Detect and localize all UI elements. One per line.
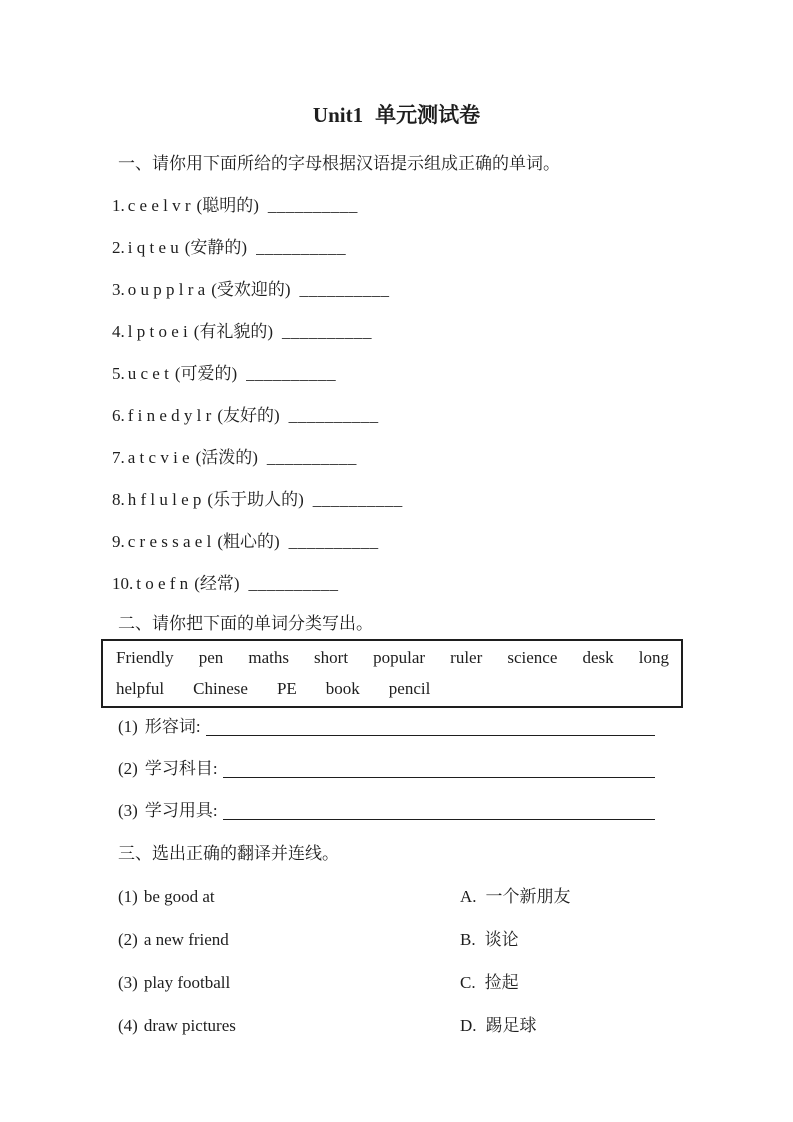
word-item-8 — [112, 490, 793, 509]
word: book — [325, 679, 360, 698]
chinese-hint: (乐于助人的) — [207, 490, 304, 509]
word-item-4 — [112, 322, 793, 341]
word: pen — [198, 648, 224, 667]
word-item-1 — [112, 196, 793, 215]
option-letter: B. — [460, 930, 476, 949]
word: desk — [582, 648, 614, 667]
translation-text: 谈论 — [484, 930, 519, 949]
translation-text: 踢足球 — [485, 1016, 537, 1035]
answer-blank: __________ — [246, 364, 337, 383]
scrambled-letters: u c e t — [127, 364, 169, 383]
option-letter: A. — [460, 887, 477, 906]
word-item-5 — [112, 364, 793, 383]
word: science — [507, 648, 558, 667]
word-item-7 — [112, 448, 793, 467]
phrase-text: play football — [143, 973, 231, 992]
section2-heading: 二、请你把下面的单词分类写出。 — [118, 614, 373, 633]
category-row-subjects — [118, 759, 655, 778]
scrambled-letters: t o e f n — [136, 574, 189, 593]
translation-option — [460, 973, 519, 993]
phrase-text: draw pictures — [143, 1016, 236, 1035]
matching-row-1 — [0, 887, 793, 907]
item-number: 6. — [112, 406, 125, 425]
section1-heading: 一、请你用下面所给的字母根据汉语提示组成正确的单词。 — [118, 154, 560, 173]
matching-row-4 — [0, 1016, 793, 1036]
page-title-zh: 单元测试卷 — [375, 103, 481, 127]
answer-blank: __________ — [288, 532, 379, 551]
section3-heading: 三、选出正确的翻译并连线。 — [118, 844, 339, 863]
pair-number: (4) — [118, 1016, 138, 1035]
word: pencil — [388, 679, 431, 698]
chinese-hint: (可爱的) — [174, 364, 238, 383]
answer-rule-line — [223, 802, 655, 820]
chinese-hint: (粗心的) — [217, 532, 280, 551]
translation-option — [460, 887, 571, 907]
answer-blank: __________ — [256, 238, 347, 257]
page-title-unit: Unit1 — [312, 103, 364, 127]
word-item-2 — [112, 238, 793, 257]
item-number: 5. — [112, 364, 125, 383]
answer-blank: __________ — [267, 196, 358, 215]
word: helpful — [116, 679, 165, 698]
chinese-hint: (活泼的) — [195, 448, 258, 467]
category-row-adjectives — [118, 717, 655, 736]
answer-blank: __________ — [282, 322, 373, 341]
chinese-hint: (友好的) — [217, 406, 280, 425]
matching-row-3 — [0, 973, 793, 993]
scrambled-letters: c r e s s a e l — [127, 532, 212, 551]
word: popular — [373, 648, 426, 667]
translation-option — [460, 930, 519, 950]
scrambled-letters: f i n e d y l r — [127, 406, 212, 425]
item-number: 9. — [112, 532, 125, 551]
scrambled-letters: a t c v i e — [127, 448, 190, 467]
english-phrase — [118, 1016, 460, 1036]
category-label: 学习用具: — [144, 801, 218, 820]
answer-rule-line — [206, 718, 655, 736]
english-phrase — [118, 887, 460, 907]
answer-blank: __________ — [248, 574, 339, 593]
word: maths — [248, 648, 289, 667]
item-number: 8. — [112, 490, 125, 509]
chinese-hint: (安静的) — [184, 238, 248, 257]
option-letter: D. — [460, 1016, 477, 1035]
chinese-hint: (经常) — [194, 574, 240, 593]
matching-row-2 — [0, 930, 793, 950]
category-label: 学习科目: — [144, 759, 218, 778]
answer-blank: __________ — [266, 448, 357, 467]
phrase-text: be good at — [143, 887, 215, 906]
scrambled-letters: h f l u l e p — [127, 490, 202, 509]
word: Chinese — [193, 679, 248, 698]
word-item-3 — [112, 280, 793, 299]
word: ruler — [450, 648, 483, 667]
item-number: 10. — [112, 574, 134, 593]
category-label: 形容词: — [144, 717, 201, 736]
item-number: 1. — [112, 196, 125, 215]
category-number: (2) — [118, 759, 138, 778]
word: short — [314, 648, 349, 667]
word: Friendly — [116, 648, 174, 667]
scrambled-letters: l p t o e i — [127, 322, 188, 341]
scrambled-letters: c e e l v r — [127, 196, 191, 215]
translation-option — [460, 1016, 537, 1036]
word-item-9 — [112, 532, 793, 551]
item-number: 7. — [112, 448, 125, 467]
item-number: 4. — [112, 322, 125, 341]
translation-text: 捡起 — [484, 973, 519, 992]
scrambled-letters: o u p p l r a — [127, 280, 206, 299]
answer-blank: __________ — [288, 406, 379, 425]
answer-blank: __________ — [299, 280, 390, 299]
chinese-hint: (受欢迎的) — [211, 280, 291, 299]
word-item-10 — [112, 574, 793, 593]
category-row-supplies — [118, 801, 655, 820]
english-phrase — [118, 973, 460, 993]
word-bank-box — [101, 639, 683, 708]
pair-number: (2) — [118, 930, 138, 949]
pair-number: (1) — [118, 887, 138, 906]
item-number: 2. — [112, 238, 125, 257]
word: PE — [276, 679, 297, 698]
pair-number: (3) — [118, 973, 138, 992]
category-number: (3) — [118, 801, 138, 820]
item-number: 3. — [112, 280, 125, 299]
option-letter: C. — [460, 973, 476, 992]
word-bank-row-2 — [116, 679, 669, 699]
word-item-6 — [112, 406, 793, 425]
category-number: (1) — [118, 717, 138, 736]
answer-rule-line — [223, 760, 655, 778]
word: long — [638, 648, 669, 667]
phrase-text: a new friend — [143, 930, 229, 949]
page-title — [0, 0, 793, 128]
scrambled-letters: i q t e u — [127, 238, 179, 257]
chinese-hint: (聪明的) — [196, 196, 259, 215]
answer-blank: __________ — [312, 490, 403, 509]
english-phrase — [118, 930, 460, 950]
chinese-hint: (有礼貌的) — [193, 322, 274, 341]
translation-text: 一个新朋友 — [485, 887, 571, 906]
word-bank-row-1 — [116, 648, 669, 668]
